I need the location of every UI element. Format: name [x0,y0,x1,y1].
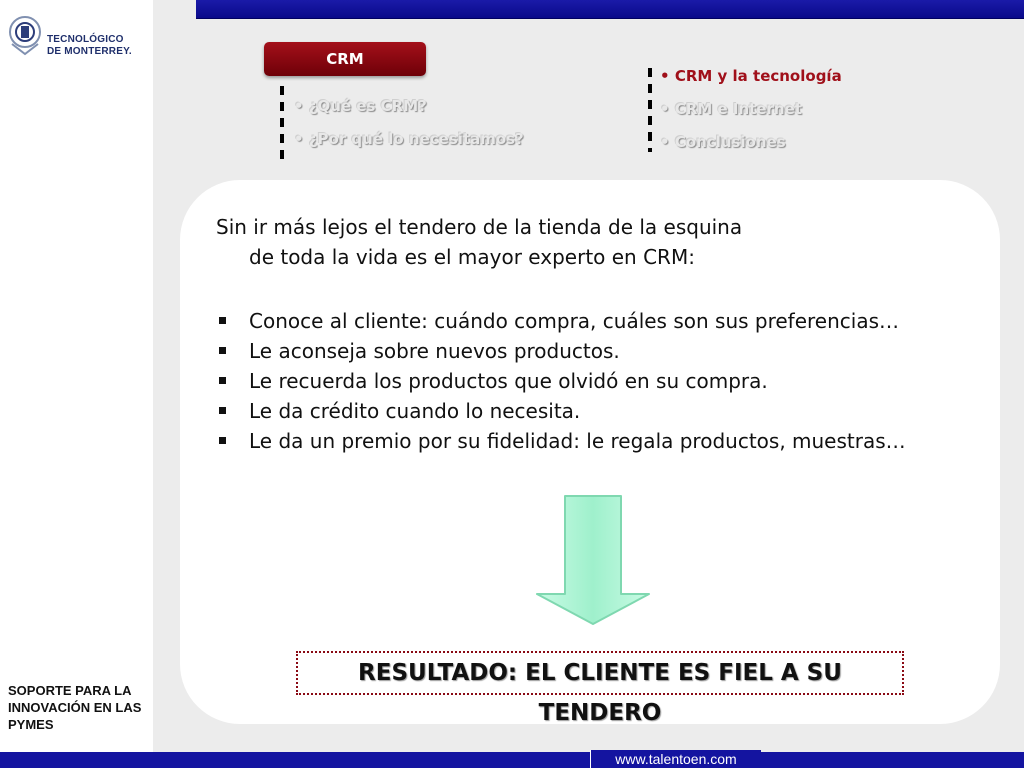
list-item: Conoce al cliente: cuándo compra, cuáles son sus preferencias… [216,306,976,336]
top-banner-bar [196,0,1024,19]
intro-line-2: de toda la vida es el mayor experto en CRM: [249,245,695,269]
square-bullet-icon [219,347,226,354]
crm-tab-button[interactable]: CRM [264,42,426,76]
bottom-banner-bar [0,752,1024,768]
menu-item-crm-tecnologia[interactable]: • CRM y la tecnología [660,67,842,85]
list-item: Le da crédito cuando lo necesita. [216,396,976,426]
square-bullet-icon [219,437,226,444]
left-menu [294,96,524,162]
left-menu-divider [280,86,284,162]
menu-item-crm-internet[interactable]: • CRM e Internet [660,100,802,118]
list-item: Le da un premio por su fidelidad: le regala productos, muestras… [216,426,976,456]
menu-item-por-que[interactable]: • ¿Por qué lo necesitamos? [294,130,524,148]
tecnologico-logo [6,10,156,66]
bullet-list [216,306,976,456]
down-arrow-icon [535,494,651,626]
menu-item-conclusiones[interactable]: • Conclusiones [660,133,786,151]
sidebar-footer-text: SOPORTE PARA LA INNOVACIÓN EN LAS PYMES [8,683,142,732]
square-bullet-icon [219,377,226,384]
logo-text: TECNOLÓGICO DE MONTERREY. [47,34,132,57]
result-banner: RESULTADO: EL CLIENTE ES FIEL A SU TENDERO [296,651,904,695]
intro-paragraph [216,212,956,272]
right-menu [660,66,842,165]
menu-item-que-es-crm[interactable]: • ¿Qué es CRM? [294,97,427,115]
university-seal-icon [6,10,44,62]
website-link[interactable]: www.talentoen.com [590,750,761,768]
square-bullet-icon [219,407,226,414]
list-item: Le aconseja sobre nuevos productos. [216,336,976,366]
right-menu-divider [648,68,652,152]
square-bullet-icon [219,317,226,324]
intro-line-1: Sin ir más lejos el tendero de la tienda de la esquina [216,215,743,239]
sidebar [0,0,153,752]
list-item: Le recuerda los productos que olvidó en su compra. [216,366,976,396]
